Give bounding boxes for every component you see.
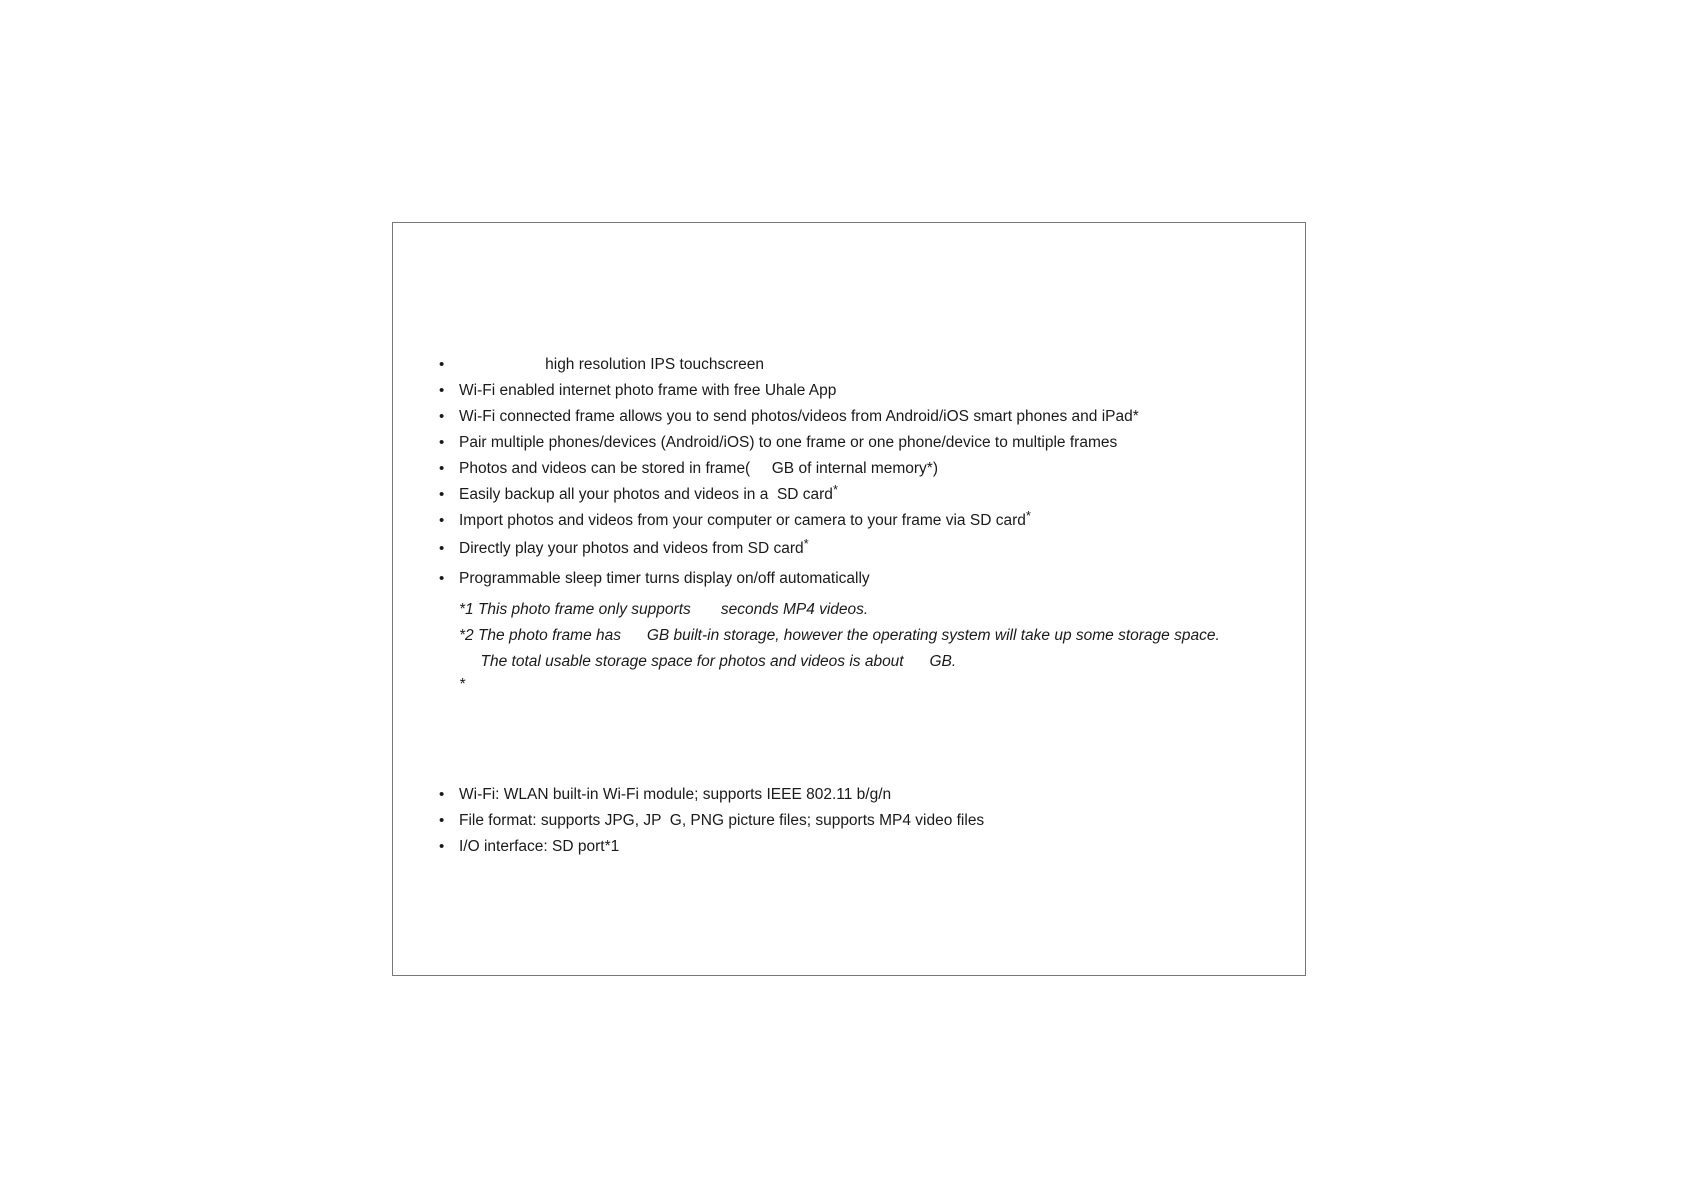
spec-text: Wi-Fi: WLAN built-in Wi-Fi module; supports IEEE 802.11 b/g/n [459, 786, 892, 803]
feature-text: high resolution IPS touchscreen [459, 356, 764, 373]
bullet: • [439, 356, 445, 373]
feature-text: Directly play your photos and videos from SD card* [459, 536, 809, 557]
bullet: • [439, 382, 445, 399]
footnote-3: * [459, 676, 466, 693]
bullet: • [439, 460, 445, 477]
bullet: • [439, 786, 445, 803]
bullet: • [439, 812, 445, 829]
feature-text: Import photos and videos from your computer or camera to your frame via SD card* [459, 508, 1031, 529]
bullet: • [439, 570, 445, 587]
feature-text: Wi-Fi enabled internet photo frame with free Uhale App [459, 382, 837, 399]
spec-text: I/O interface: SD port*1 [459, 838, 620, 855]
feature-text: Photos and videos can be stored in frame( GB of internal memory*) [459, 460, 939, 477]
bullet: • [439, 512, 445, 529]
feature-text: Easily backup all your photos and videos in a SD card* [459, 482, 838, 503]
bullet: • [439, 838, 445, 855]
bullet: • [439, 434, 445, 451]
bullet: • [439, 540, 445, 557]
feature-text: Wi-Fi connected frame allows you to send photos/videos from Android/iOS smart phones and iPad* [459, 408, 1139, 425]
feature-text: Pair multiple phones/devices (Android/iOS) to one frame or one phone/device to multiple frames [459, 434, 1118, 451]
footnote-2: *2 The photo frame has GB built-in storage, however the operating system will take up some storage space. [459, 627, 1220, 644]
page-frame [392, 222, 1306, 976]
footnote-2-continued: The total usable storage space for photos and videos is about GB. [459, 653, 957, 670]
bullet: • [439, 486, 445, 503]
feature-text: Programmable sleep timer turns display on/off automatically [459, 570, 870, 587]
spec-text: File format: supports JPG, JP G, PNG picture files; supports MP4 video files [459, 812, 985, 829]
bullet: • [439, 408, 445, 425]
footnote-1: *1 This photo frame only supports seconds MP4 videos. [459, 601, 869, 618]
